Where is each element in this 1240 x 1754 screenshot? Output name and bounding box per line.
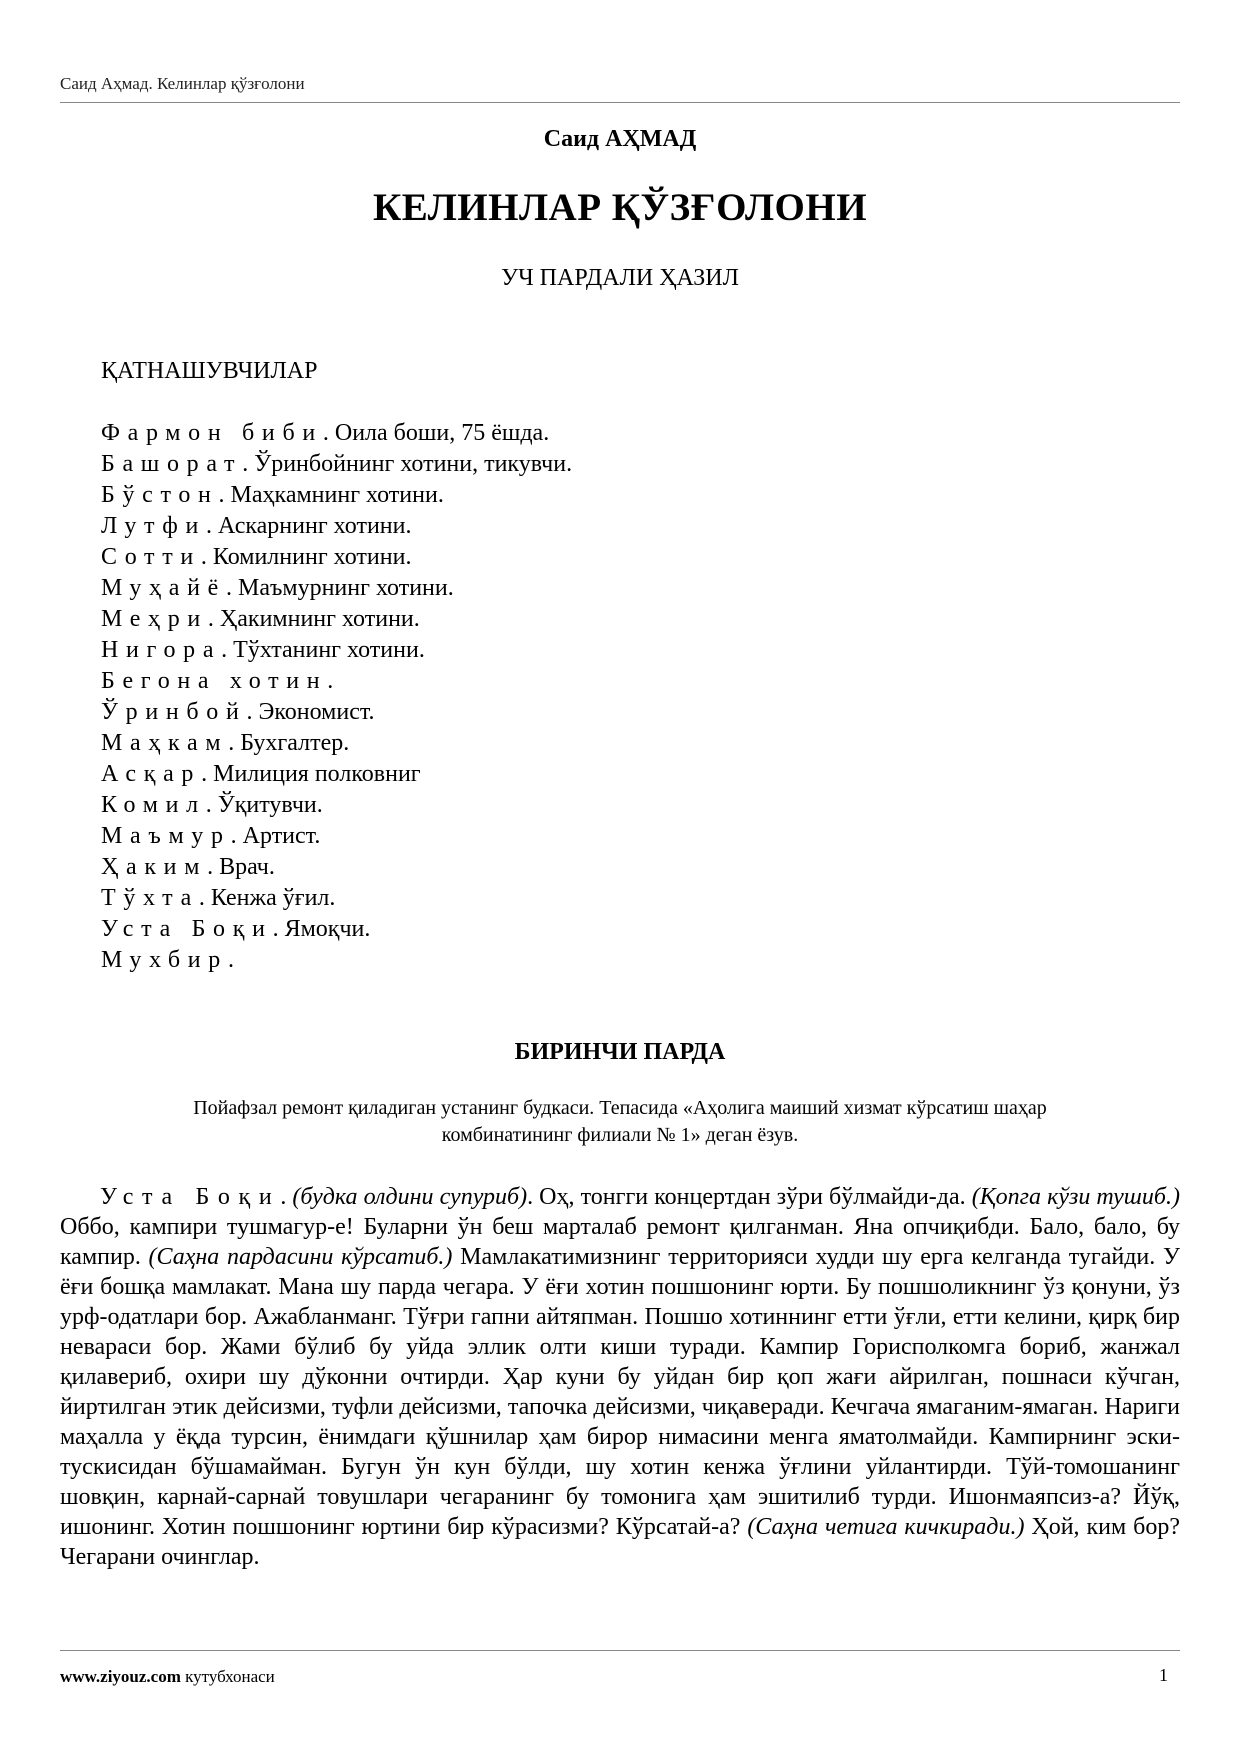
dialogue-text: Оббо, кампири тушмагур-е! Буларни ўн беш марталаб ремонт қилганман. Яна опчиқибди. Бало, бало, бу кампир.	[60, 1214, 1180, 1270]
cast-item	[101, 542, 572, 573]
cast-name: Мухбир	[101, 947, 228, 973]
cast-name: Ўринбой	[101, 699, 247, 725]
cast-desc: . Комилнинг хотини.	[200, 544, 412, 570]
footer-credit	[60, 1667, 275, 1687]
cast-item	[101, 697, 572, 728]
cast-name: Сотти	[101, 544, 201, 570]
cast-name: Маъмур	[101, 823, 231, 849]
cast-item	[101, 449, 572, 480]
cast-name: Муҳайё	[101, 575, 226, 601]
cast-name: Асқар	[101, 761, 202, 787]
cast-item	[101, 635, 572, 666]
dialogue-text: Ҳой, ким бор? Чегарани очинглар.	[60, 1514, 1180, 1570]
stage-direction: (Саҳна четига кичкиради.)	[747, 1514, 1025, 1540]
cast-item	[101, 511, 572, 542]
running-header	[60, 74, 1180, 103]
cast-name: Маҳкам	[101, 730, 229, 756]
cast-name: Башорат	[101, 451, 243, 477]
act-heading: БИРИНЧИ ПАРДА	[514, 1039, 726, 1065]
page-number: 1	[1159, 1665, 1168, 1685]
dialogue-text: Мамлакатимизнинг территорияси худди шу ерга келганда тугайди. У ёғи бошқа мамлакат. Мана шу парда чегара. У ёғи хотин пошшонинг юрти. Бу пошшоликнинг ўз қонуни, ўз урф-одатлари бор. Ажабланманг. Тўғри гапни айтяпман. Пошшо хотиннинг етти ўғли, етти келини, қирқ бир невараси бор. Жами бўлиб бу уйда эллик олти киши туради. Кампир Горисполкомга бориб, жанжал қилавериб, охири шу дўконни очтирди. Ҳар куни бу уйдан бир қоп жағи айрилган, пошнаси кўчган, йиртилган этик дейсизми, туфли дейсизми, тапочка дейсизми, чиқаверади. Кечгача ямаганим-ямаган. Нариги маҳалла у ёқда турсин, ёнимдаги қўшнилар ҳам бирор нимасини менга яматолмайди. Кампирнинг эски-тускисидан бўшамайман. Бугун ўн кун бўлди, шу хотин кенжа ўғлини уйлантирди. Тўй-томошанинг шовқин, карнай-сарнай товушлари чегаранинг бу томонига ҳам эшитилиб турди. Ишонмаяпсиз-а? Йўқ, ишонинг. Хотин пошшонинг юртини бир кўрасизми? Кўрсатай-а?	[60, 1244, 1180, 1540]
cast-item	[101, 573, 572, 604]
cast-name: Уста Боқи	[101, 916, 273, 942]
cast-name: Тўхта	[101, 885, 199, 911]
cast-item	[101, 666, 572, 697]
cast-item	[101, 790, 572, 821]
cast-item	[101, 604, 572, 635]
cast-desc: . Артист.	[230, 823, 321, 849]
cast-item	[101, 728, 572, 759]
cast-desc: . Оила боши, 75 ёшда.	[322, 420, 550, 446]
cast-name: Лутфи	[101, 513, 206, 539]
stage-note-line: Пойафзал ремонт қиладиган устанинг будкаси. Тепасида «Аҳолига маиший хизмат кўрсатиш шаҳар	[193, 1097, 1047, 1119]
cast-item	[101, 852, 572, 883]
cast-desc: . Экономист.	[246, 699, 375, 725]
cast-name: Фармон биби	[101, 420, 323, 446]
speaker-dot: .	[280, 1184, 293, 1210]
cast-desc: . Врач.	[207, 854, 275, 880]
cast-desc: .	[327, 668, 334, 694]
cast-name: Комил	[101, 792, 206, 818]
page-footer	[60, 1650, 1180, 1691]
stage-note	[120, 1095, 1120, 1149]
cast-name: Ҳаким	[101, 854, 208, 880]
cast-name: Меҳри	[101, 606, 208, 632]
cast-item	[101, 759, 572, 790]
cast-name: Бегона хотин	[101, 668, 328, 694]
stage-direction: (будка олдини супуриб)	[292, 1184, 528, 1210]
cast-heading: ҚАТНАШУВЧИЛАР	[101, 358, 318, 384]
cast-item	[101, 945, 572, 976]
cast-desc: . Ўқитувчи.	[205, 792, 323, 818]
cast-desc: . Ўринбойнинг хотини, тикувчи.	[242, 451, 573, 477]
subtitle: УЧ ПАРДАЛИ ҲАЗИЛ	[501, 265, 739, 291]
cast-list	[101, 418, 572, 976]
cast-desc: . Ямоқчи.	[272, 916, 371, 942]
cast-desc: . Аскарнинг хотини.	[205, 513, 412, 539]
cast-desc: .	[227, 947, 234, 973]
cast-desc: . Тўхтанинг хотини.	[221, 637, 425, 663]
cast-item	[101, 821, 572, 852]
author-name: Саид АҲМАД	[543, 126, 697, 152]
cast-desc: . Милиция полковниг	[201, 761, 421, 787]
footer-library-label: кутубхонаси	[180, 1667, 275, 1686]
cast-item	[101, 480, 572, 511]
dialogue-text: . Оҳ, тонгги концертдан зўри бўлмайди-да.	[527, 1184, 972, 1210]
cast-name: Бўстон	[101, 482, 219, 508]
cast-name: Нигора	[101, 637, 222, 663]
page-title: КЕЛИНЛАР ҚЎЗҒОЛОНИ	[372, 186, 868, 229]
cast-desc: . Маҳкамнинг хотини.	[218, 482, 444, 508]
cast-item	[101, 883, 572, 914]
cast-desc: . Бухгалтер.	[228, 730, 350, 756]
stage-direction: (Саҳна пардасини кўрсатиб.)	[148, 1244, 453, 1270]
stage-direction: (Қопга кўзи тушиб.)	[971, 1184, 1180, 1210]
footer-site-link[interactable]: www.ziyouz.com	[60, 1667, 181, 1686]
cast-desc: . Ҳакимнинг хотини.	[207, 606, 420, 632]
speaker-name: Уста Боқи	[100, 1184, 281, 1210]
body-paragraph	[60, 1182, 1180, 1572]
cast-item	[101, 914, 572, 945]
stage-note-line: комбинатининг филиали № 1» деган ёзув.	[441, 1124, 799, 1146]
cast-desc: . Кенжа ўғил.	[198, 885, 336, 911]
cast-item	[101, 418, 572, 449]
running-title: Саид Аҳмад. Келинлар қўзғолони	[60, 74, 305, 93]
cast-desc: . Маъмурнинг хотини.	[225, 575, 454, 601]
